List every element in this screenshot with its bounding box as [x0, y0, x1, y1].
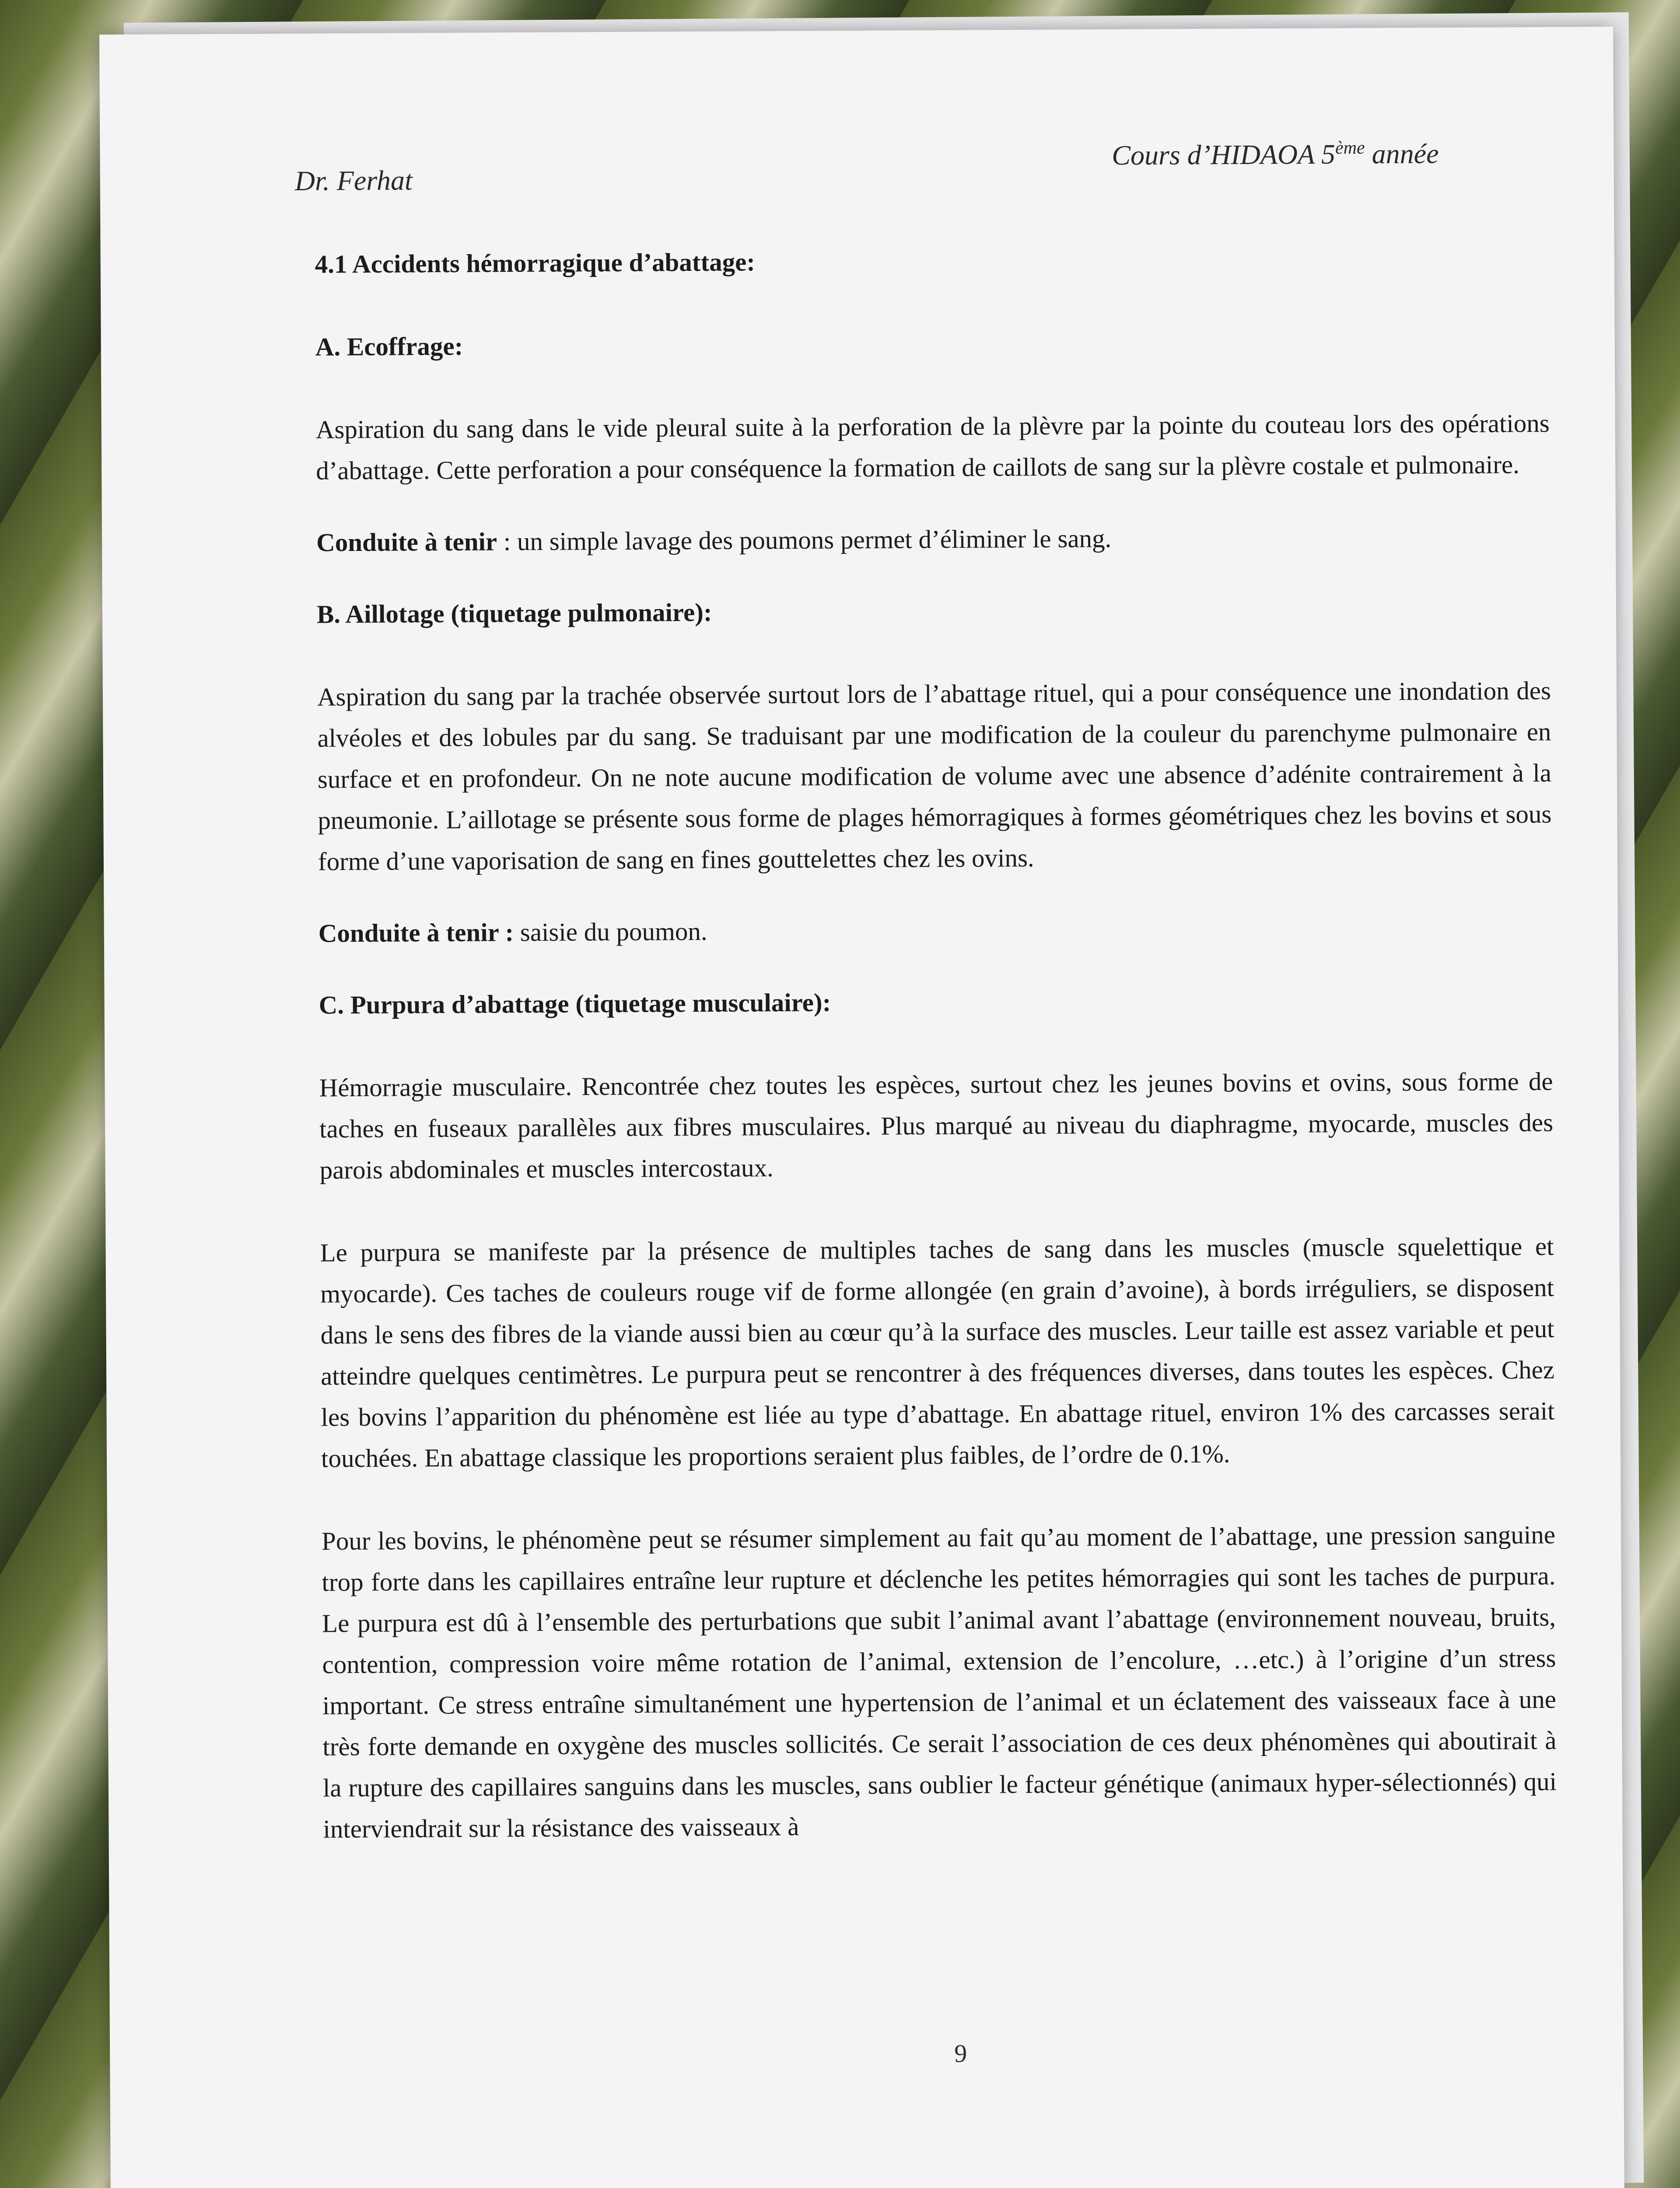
header-course-prefix: Cours d’HIDAOA 5 [1112, 138, 1336, 171]
document-page [99, 27, 1624, 2188]
conduite-text-b: saisie du poumon. [513, 916, 707, 947]
subsection-b-title: B. Aillotage (tiquetage pulmonaire): [316, 597, 712, 629]
subsection-c-title: C. Purpura d’abattage (tiquetage musculaire): [318, 988, 831, 1020]
header-author: Dr. Ferhat [294, 165, 413, 196]
header-course-suffix: année [1365, 138, 1439, 170]
page-content [315, 237, 1557, 1850]
conduite-label-a: Conduite à tenir [316, 527, 497, 557]
subsection-a-conduite [316, 515, 1550, 563]
conduite-text-a: : un simple lavage des poumons permet d’éliminer le sang. [497, 523, 1112, 556]
subsection-a-title: A. Ecoffrage: [315, 331, 463, 361]
header-course [1112, 137, 1439, 172]
section-title: 4.1 Accidents hémorragique d’abattage: [315, 247, 756, 279]
subsection-c-para1: Hémorragie musculaire. Rencontrée chez toutes les espèces, surtout chez les jeunes bovins et ovins, sous forme de taches en fuseaux parallèles aux fibres musculaires. Plus marqué au niveau du diaphragme, myocarde, muscles des parois abdominales et muscles intercostaux. [319, 1066, 1554, 1185]
header-course-sup: ème [1335, 137, 1365, 158]
page-number: 9 [954, 2039, 967, 2068]
subsection-b-conduite [318, 906, 1552, 954]
subsection-c-para3: Pour les bovins, le phénomène peut se résumer simplement au fait qu’au moment de l’abattage, une pression sanguine trop forte dans les capillaires entraîne leur rupture et déclenche les petites hémorragies qui sont les taches de purpura. Le purpura est dû à l’ensemble des perturbations que subit l’animal avant l’abattage (environnement nouveau, bruits, contention, compression voire même rotation de l’animal, extension de l’encolure, …etc.) à l’origine d’un stress important. Ce stress entraîne simultanément une hypertension de l’animal et un éclatement des vaisseaux face à une très forte demande en oxygène des muscles sollicités. Ce serait l’association de ces deux phénomènes qui aboutirait à la rupture des capillaires sanguins dans les muscles, sans oublier le facteur génétique (animaux hyper-sélectionnés) qui interviendrait sur la résistance des vaisseaux à [321, 1520, 1557, 1844]
subsection-c-para2: Le purpura se manifeste par la présence de multiples taches de sang dans les muscles (muscle squelettique et myocarde). Ces taches de couleurs rouge vif de forme allongée (en grain d’avoine), à bords irréguliers, se disposent dans le sens des fibres de la viande aussi bien au cœur qu’à la surface des muscles. Leur taille est assez variable et peut atteindre quelques centimètres. Le purpura peut se rencontrer à des fréquences diverses, dans toutes les espèces. Chez les bovins l’apparition du phénomène est liée au type d’abattage. En abattage rituel, environ 1% des carcasses serait touchées. En abattage classique les proportions seraient plus faibles, de l’ordre de 0.1%. [320, 1231, 1555, 1473]
subsection-a-text: Aspiration du sang dans le vide pleural suite à la perforation de la plèvre par la pointe du couteau lors des opérations d’abattage. Cette perforation a pour conséquence la formation de caillots de sang sur la plèvre costale et pulmonaire. [315, 408, 1550, 485]
subsection-b-text: Aspiration du sang par la trachée observée surtout lors de l’abattage rituel, qui a pour conséquence une inondation des alvéoles et des lobules par du sang. Se traduisant par une modification de la couleur du parenchyme pulmonaire en surface et en profondeur. On ne note aucune modification de volume avec une absence d’adénite contrairement à la pneumonie. L’aillotage se présente sous forme de plages hémorragiques à formes géométriques chez les bovins et sous forme d’une vaporisation de sang en fines gouttelettes chez les ovins. [317, 676, 1552, 876]
conduite-label-b: Conduite à tenir : [318, 918, 514, 948]
